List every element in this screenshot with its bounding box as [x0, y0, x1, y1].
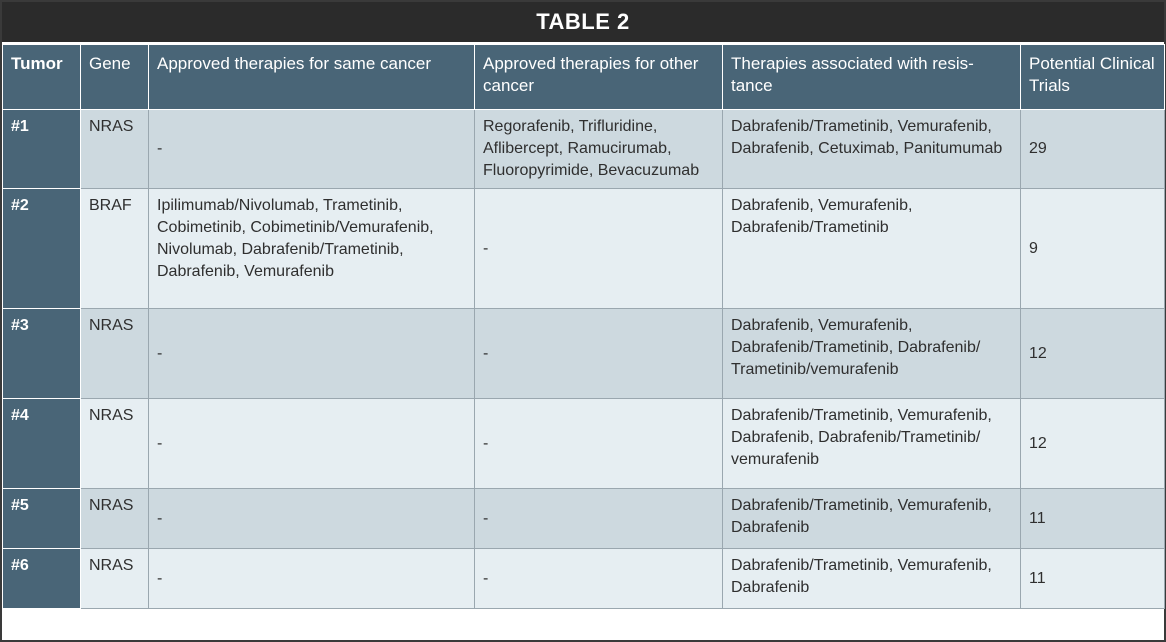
resistance-cell: Dabrafenib, Vemurafenib, Dabrafenib/Trametinib, Dabrafenib/ Trametinib/vemurafenib — [723, 309, 1021, 399]
tumor-cell: #5 — [3, 489, 81, 549]
trials-cell: 11 — [1021, 549, 1165, 609]
trials-cell: 9 — [1021, 189, 1165, 309]
tumor-cell: #3 — [3, 309, 81, 399]
same-cancer-cell: Ipilimumab/Nivolumab, Trametinib, Cobimetinib, Cobimetinib/Vemurafenib, Nivolumab, Dabrafenib/Trametinib, Dabrafenib, Vemurafenib — [149, 189, 475, 309]
table-row — [3, 110, 1165, 189]
other-cancer-cell: - — [475, 549, 723, 609]
header-other-cancer: Approved therapies for other cancer — [475, 45, 723, 110]
other-cancer-cell: - — [475, 489, 723, 549]
gene-cell: NRAS — [81, 399, 149, 489]
header-gene: Gene — [81, 45, 149, 110]
header-row — [3, 45, 1165, 110]
gene-cell: NRAS — [81, 309, 149, 399]
same-cancer-cell: - — [149, 309, 475, 399]
resistance-cell: Dabrafenib/Trametinib, Vemurafenib, Dabrafenib, Dabrafenib/Trametinib/ vemurafenib — [723, 399, 1021, 489]
resistance-cell: Dabrafenib/Trametinib, Vemurafenib, Dabrafenib — [723, 549, 1021, 609]
table-row — [3, 189, 1165, 309]
trials-cell: 11 — [1021, 489, 1165, 549]
gene-cell: BRAF — [81, 189, 149, 309]
other-cancer-cell: - — [475, 399, 723, 489]
same-cancer-cell: - — [149, 399, 475, 489]
therapy-table — [2, 44, 1165, 609]
trials-cell: 12 — [1021, 399, 1165, 489]
tumor-cell: #1 — [3, 110, 81, 189]
table-row — [3, 489, 1165, 549]
tumor-cell: #2 — [3, 189, 81, 309]
resistance-cell: Dabrafenib, Vemurafenib, Dabrafenib/Trametinib — [723, 189, 1021, 309]
table-row — [3, 309, 1165, 399]
resistance-cell: Dabrafenib/Trametinib, Vemurafenib, Dabrafenib — [723, 489, 1021, 549]
trials-cell: 29 — [1021, 110, 1165, 189]
same-cancer-cell: - — [149, 110, 475, 189]
header-resistance: Therapies associated with resis-tance — [723, 45, 1021, 110]
table-row — [3, 549, 1165, 609]
same-cancer-cell: - — [149, 549, 475, 609]
resistance-cell: Dabrafenib/Trametinib, Vemurafenib, Dabrafenib, Cetuximab, Panitumumab — [723, 110, 1021, 189]
header-same-cancer: Approved therapies for same cancer — [149, 45, 475, 110]
gene-cell: NRAS — [81, 549, 149, 609]
other-cancer-cell: - — [475, 189, 723, 309]
header-trials: Potential Clinical Trials — [1021, 45, 1165, 110]
tumor-cell: #4 — [3, 399, 81, 489]
gene-cell: NRAS — [81, 489, 149, 549]
trials-cell: 12 — [1021, 309, 1165, 399]
table-row — [3, 399, 1165, 489]
tumor-cell: #6 — [3, 549, 81, 609]
other-cancer-cell: - — [475, 309, 723, 399]
gene-cell: NRAS — [81, 110, 149, 189]
table-title: TABLE 2 — [2, 2, 1164, 44]
other-cancer-cell: Regorafenib, Trifluridine, Aflibercept, Ramucirumab, Fluoropyrimide, Bevacuzumab — [475, 110, 723, 189]
header-tumor: Tumor — [3, 45, 81, 110]
same-cancer-cell: - — [149, 489, 475, 549]
